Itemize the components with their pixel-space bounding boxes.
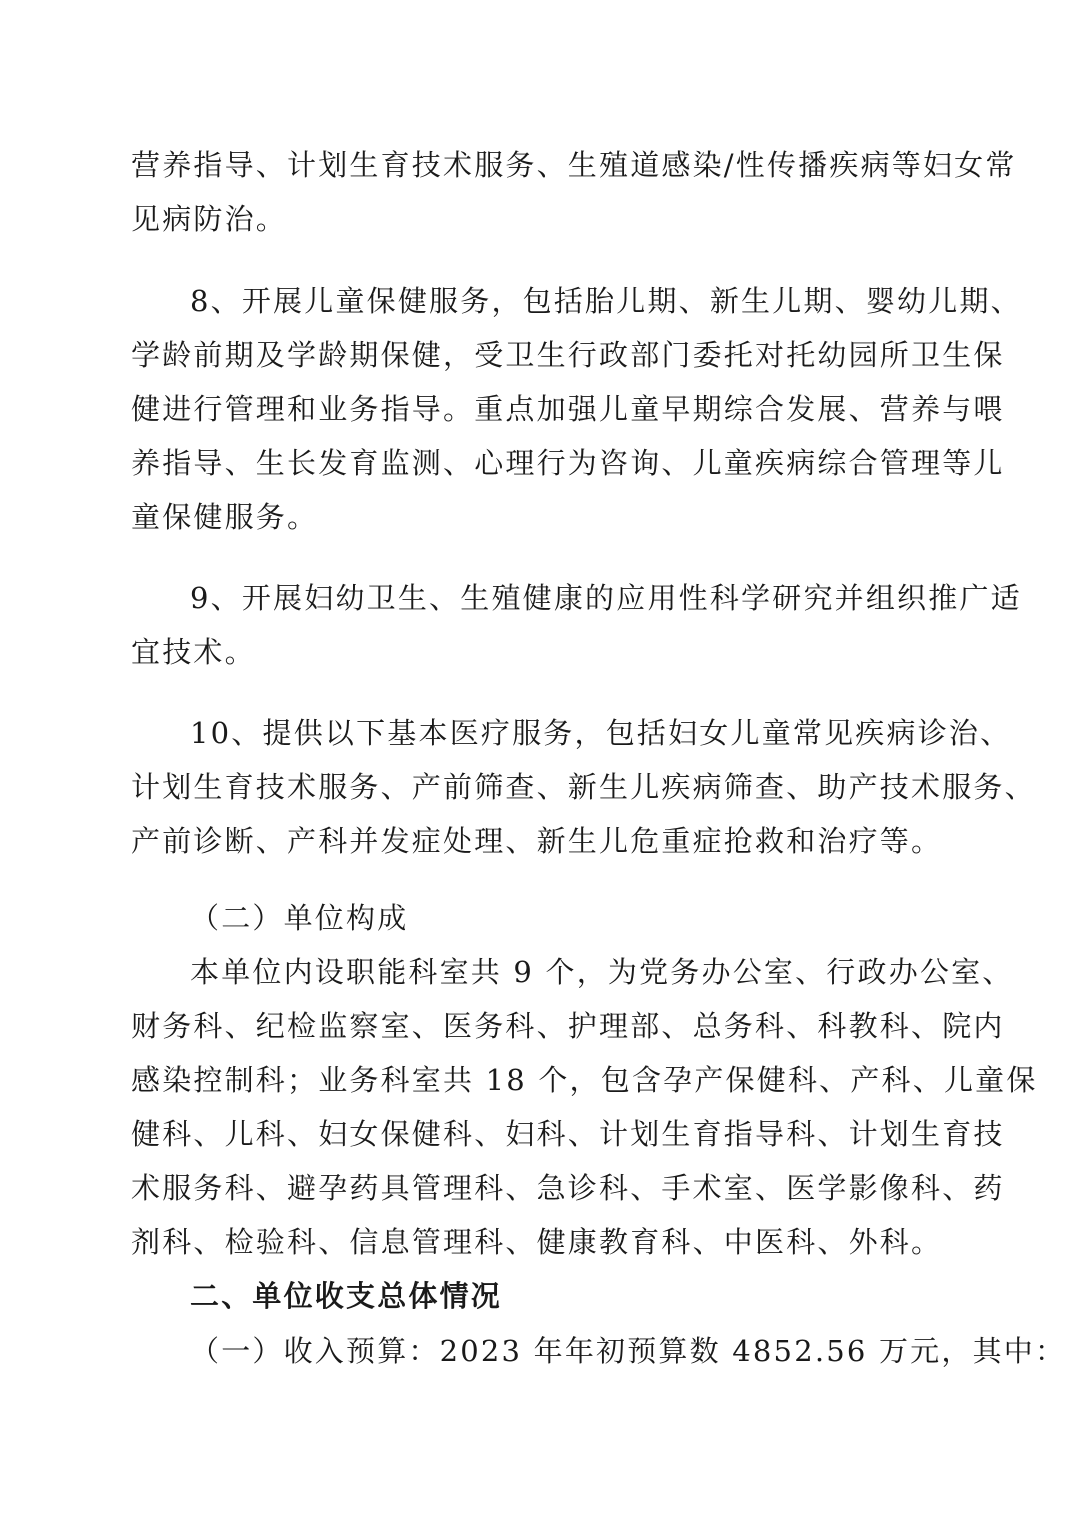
paragraph-line: 健进行管理和业务指导。重点加强儿童早期综合发展、营养与喂 (131, 392, 1005, 426)
paragraph-line: 8、开展儿童保健服务，包括胎儿期、新生儿期、婴幼儿期、 (190, 284, 1022, 318)
paragraph-line: 计划生育技术服务、产前筛查、新生儿疾病筛查、助产技术服务、 (131, 770, 1036, 804)
paragraph-line: 营养指导、计划生育技术服务、生殖道感染/性传播疾病等妇女常 (131, 148, 1017, 182)
paragraph-line: 养指导、生长发育监测、心理行为咨询、儿童疾病综合管理等儿 (131, 446, 1005, 480)
paragraph-line: 童保健服务。 (131, 500, 319, 534)
paragraph-line: 本单位内设职能科室共 9 个，为党务办公室、行政办公室、 (190, 955, 1014, 989)
paragraph-line: 剂科、检验科、信息管理科、健康教育科、中医科、外科。 (131, 1225, 943, 1259)
paragraph-line: 感染控制科；业务科室共 18 个，包含孕产保健科、产科、儿童保 (131, 1063, 1038, 1097)
section-heading: 二、单位收支总体情况 (190, 1279, 503, 1313)
paragraph-line: 10、提供以下基本医疗服务，包括妇女儿童常见疾病诊治、 (190, 716, 1012, 750)
paragraph-line: 9、开展妇幼卫生、生殖健康的应用性科学研究并组织推广适 (190, 581, 1022, 615)
paragraph-line: 见病防治。 (131, 202, 288, 236)
paragraph-line: 财务科、纪检监察室、医务科、护理部、总务科、科教科、院内 (131, 1009, 1005, 1043)
section-heading: （二）单位构成 (190, 901, 409, 935)
paragraph-line: 宜技术。 (131, 635, 256, 669)
paragraph-line: （一）收入预算：2023 年年初预算数 4852.56 万元，其中： (190, 1334, 1067, 1368)
paragraph-line: 健科、儿科、妇女保健科、妇科、计划生育指导科、计划生育技 (131, 1117, 1005, 1151)
paragraph-line: 术服务科、避孕药具管理科、急诊科、手术室、医学影像科、药 (131, 1171, 1005, 1205)
paragraph-line: 学龄前期及学龄期保健，受卫生行政部门委托对托幼园所卫生保 (131, 338, 1005, 372)
paragraph-line: 产前诊断、产科并发症处理、新生儿危重症抢救和治疗等。 (131, 824, 943, 858)
